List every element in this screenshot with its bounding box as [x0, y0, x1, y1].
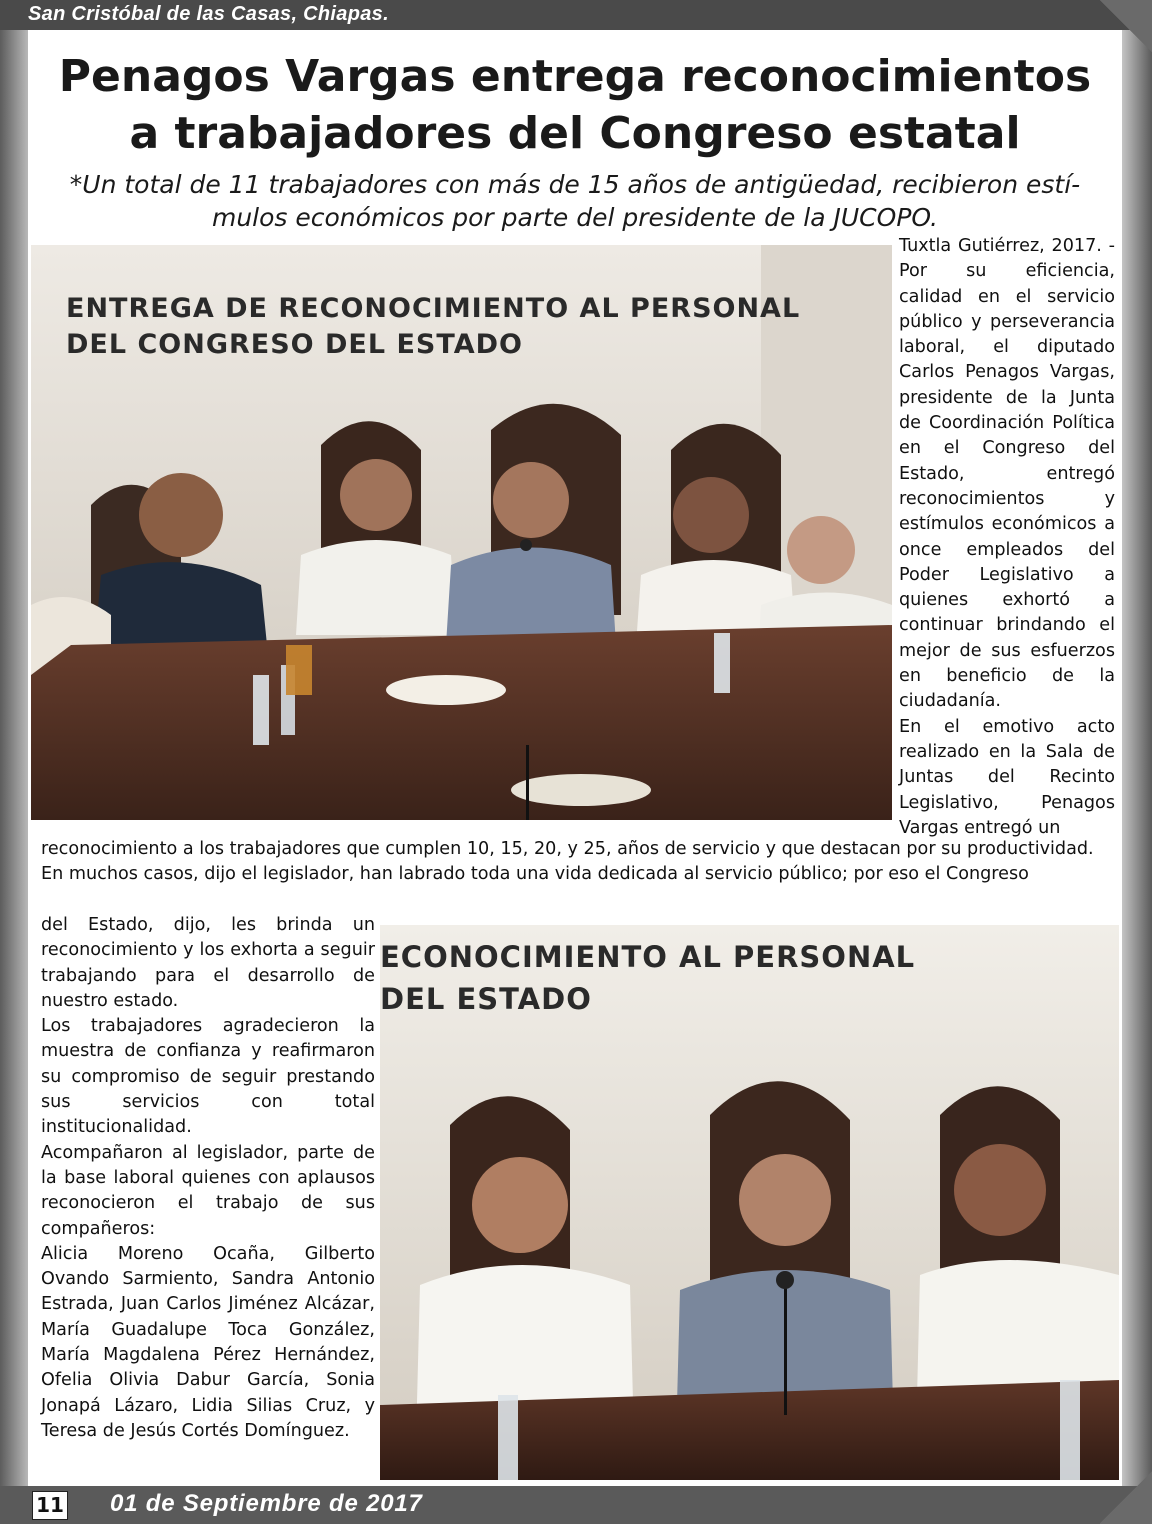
photo2-sign-line-1: ECONOCIMIENTO AL PERSONAL	[380, 940, 916, 974]
article-paragraph: del Estado, dijo, les brinda un reconocimiento y los exhorta a seguir trabajando para el desarrollo de nuestro estado.	[41, 915, 375, 1011]
photo1-sign-line-2: DEL CONGRESO DEL ESTADO	[66, 329, 523, 360]
photo1-sign-line-1: ENTREGA DE RECONOCIMIENTO AL PERSONAL	[66, 293, 801, 324]
article-paragraph: En muchos casos, dijo el legislador, han labrado toda una vida dedicada al servicio público; por eso el Congreso	[41, 864, 1029, 885]
photo2-sign-line-2: DEL ESTADO	[380, 982, 592, 1016]
headline-line-1: Penagos Vargas entrega reconocimientos	[58, 51, 1092, 102]
article-paragraph: En el emotivo acto realizado en la Sala de Juntas del Recinto Legislativo, Penagos Vargas entregó un	[899, 716, 1115, 838]
article-paragraph: reconocimiento a los trabajadores que cumplen 10, 15, 20, y 25, años de servicio y que destacan por su productividad.	[41, 839, 1094, 859]
photo-officials-closeup-illustration	[380, 925, 1119, 1480]
headline	[28, 48, 1122, 162]
frame-right	[1122, 0, 1152, 1524]
subheadline-line-2: mulos económicos por parte del presidente de la JUCOPO.	[211, 203, 939, 232]
headline-line-2: a trabajadores del Congreso estatal	[129, 108, 1021, 159]
article-paragraph: Alicia Moreno Ocaña, Gilberto Ovando Sarmiento, Sandra Antonio Estrada, Juan Carlos Jiménez Alcázar, María Guadalupe Toca González, María Magdalena Pérez Hernández, Ofelia Olivia Dabur García, Sonia Jonapá Lázaro, Lidia Silias Cruz, y Teresa de Jesús Cortés Domínguez.	[41, 1243, 375, 1441]
issue-date: 01 de Septiembre de 2017	[110, 1490, 423, 1517]
article-paragraph: Los trabajadores agradecieron la muestra de confianza y reafirmaron su compromiso de seguir prestando sus servicios con total institucionalidad.	[41, 1016, 375, 1138]
photo-meeting-table-illustration	[31, 245, 892, 820]
article-paragraph: Tuxtla Gutiérrez, 2017. - Por su eficiencia, calidad en el servicio público y perseverancia laboral, el diputado Carlos Penagos Vargas, presidente de la Junta de Coordinación Política en el Congreso del Estado, entregó reconocimientos y estímulos económicos a once empleados del Poder Legislativo a quienes exhortó a continuar brindando el mejor de sus esfuerzos en beneficio de la ciudadanía.	[899, 236, 1115, 712]
location-header: San Cristóbal de las Casas, Chiapas.	[28, 3, 389, 25]
subheadline	[28, 168, 1122, 234]
page-number: 11	[32, 1491, 68, 1520]
article-wide-text	[41, 837, 1115, 888]
frame-left	[0, 0, 28, 1524]
article-column-left	[41, 913, 375, 1444]
photo-officials-closeup	[380, 925, 1119, 1480]
article-column-right	[899, 234, 1115, 841]
photo-meeting-table	[31, 245, 892, 820]
subheadline-line-1: *Un total de 11 trabajadores con más de 15 años de antigüedad, recibieron estí-	[69, 170, 1081, 199]
article-paragraph: Acompañaron al legislador, parte de la base laboral quienes con aplausos reconocieron el trabajo de sus compañeros:	[41, 1142, 375, 1239]
